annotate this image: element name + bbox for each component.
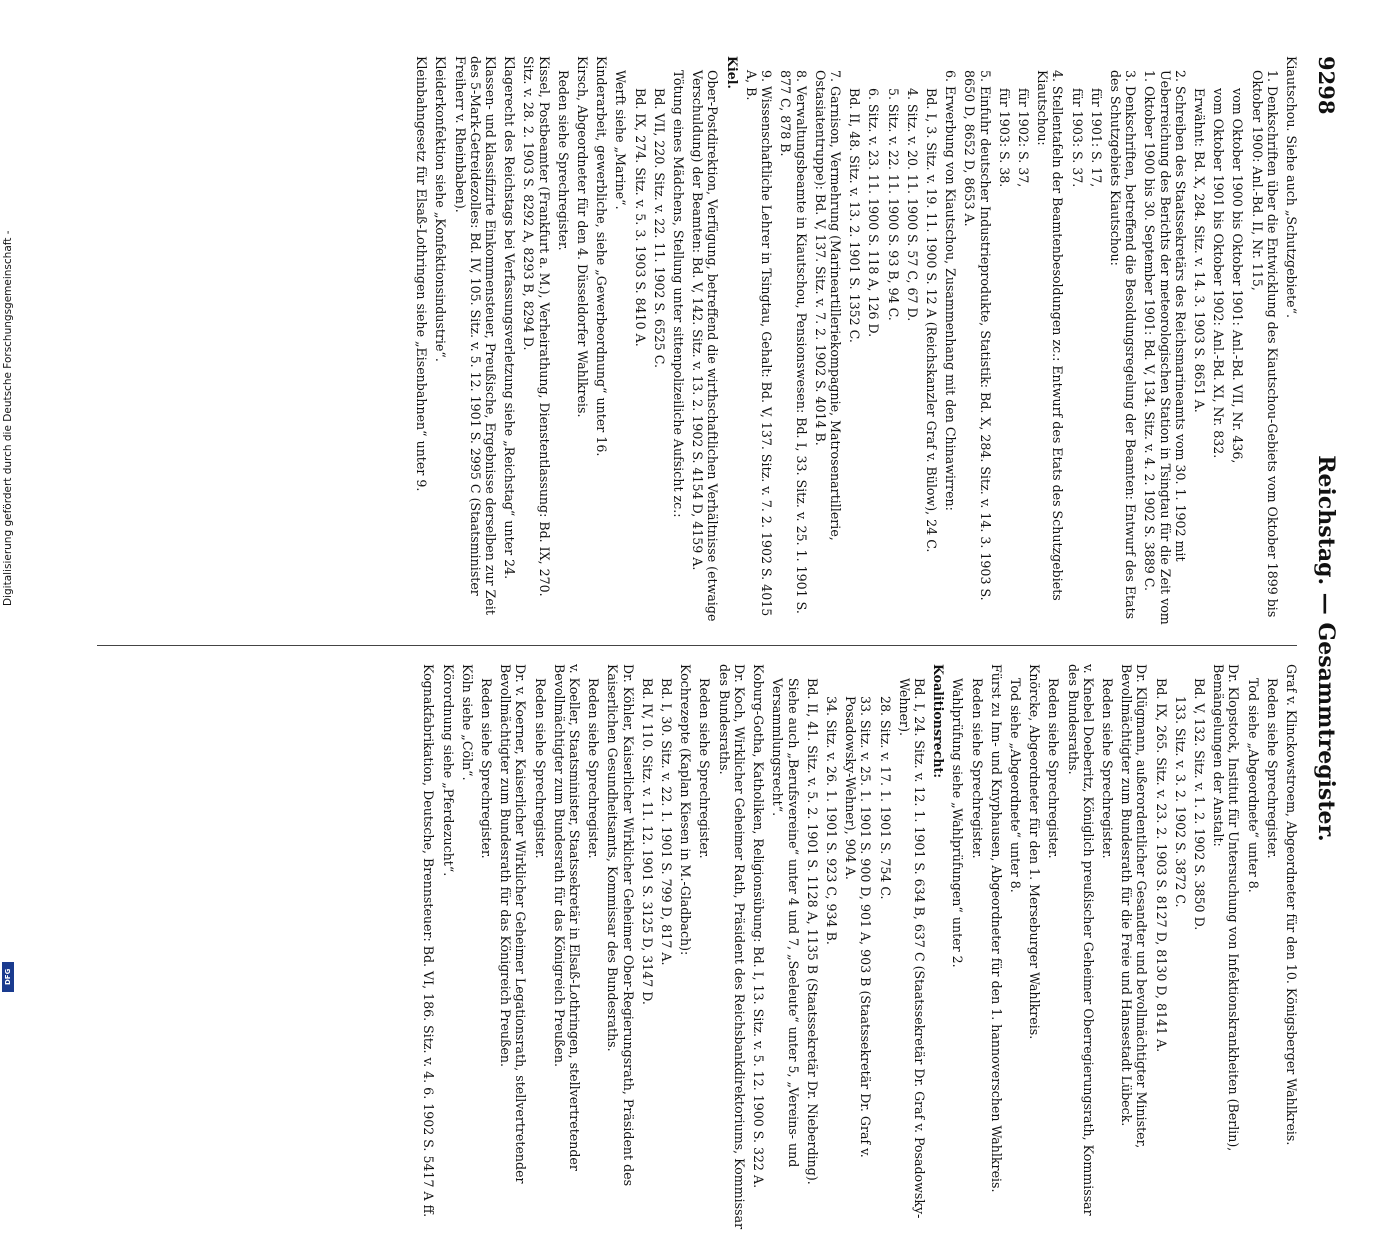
- index-entry: Klagerecht des Reichstags bei Verfassungsverletzung siehe „Reichstag“ unter 24.: [502, 56, 518, 580]
- index-entry: Reden siehe Sprechregister.: [697, 678, 713, 859]
- index-entry: vom Oktober 1900 bis Oktober 1901: Anl.-Bd. VII, Nr. 436,: [1230, 88, 1246, 464]
- index-entry: Kleinbahngesetz für Elsaß-Lothringen siehe „Eisenbahnen“ unter 9.: [414, 56, 430, 492]
- index-entry: für 1901: S. 17,: [1088, 88, 1104, 188]
- index-entry: Körordnung siehe „Pferdezucht“.: [440, 664, 456, 877]
- index-entry: Wahlprüfung siehe „Wahlprüfungen“ unter 2.: [950, 678, 966, 968]
- index-entry: 5. Sitz. v. 22. 11. 1900 S. 93 B, 94 C.: [885, 88, 901, 321]
- left-column: [410, 56, 1299, 626]
- index-entry: Koalitionsrecht:: [931, 664, 947, 778]
- index-entry: Dr. Klügmann, außerordentlicher Gesandter und bevollmächtigter Minister, Bevollmächtigter zum Bundesrath für die Freie und Hansestadt Lübeck.: [1119, 664, 1150, 1149]
- index-entry: Kochrezepte (Kaplan Kiesen in M.-Gladbach):: [678, 664, 694, 956]
- index-entry: 7. Garnison, Vermehrung (Marineartilleriekompagnie, Matrosenartillerie, Ostasiatentruppe): Bd. V, 137. Sitz. v. 7. 2. 1902 S. 4014 B.: [812, 70, 843, 541]
- index-entry: v. Koeller, Staatsminister, Staatssekretär in Elsaß-Lothringen, stellvertretender Bevollmächtigter zum Bundesrath für das Königreich Preußen.: [551, 664, 583, 1171]
- index-entry: Dr. Koch, Wirklicher Geheimer Rath, Präsident des Reichsbankdirektoriums, Kommissar des Bundesraths.: [716, 664, 747, 1230]
- index-entry: Bd. V, 132. Sitz. v. 1. 2. 1902 S. 3850 D.: [1191, 678, 1207, 931]
- index-entry: Bd. IX, 265. Sitz. v. 23. 2. 1903 S. 8127 D, 8130 D, 8141 A.: [1153, 678, 1169, 1053]
- index-entry: 3. Denkschriften, betreffend die Besoldungsregelung der Beamten: Entwurf des Etats des Schutzgebiets Kiautschou:: [1107, 70, 1139, 620]
- index-entry: Tod siehe „Abgeordnete“ unter 8.: [1245, 678, 1261, 893]
- index-entry: 4. Stellentafeln der Beamtenbesoldungen zc.: Entwurf des Etats des Schutzgebiets Kiautschou:: [1035, 70, 1066, 601]
- column-divider: [97, 645, 1297, 646]
- index-entry: Kinderarbeit, gewerbliche, siehe „Gewerbeordnung“ unter 16.: [594, 56, 610, 457]
- index-entry: Reden siehe Sprechregister.: [586, 678, 602, 859]
- index-entry: Kleiderkonfektion siehe „Konfektionsindustrie“.: [433, 56, 449, 362]
- index-entry: Kiautschou. Siehe auch „Schutzgebiete“.: [1284, 56, 1299, 319]
- index-entry: Dr. Klopstock, Institut für Untersuchung von Infektionskrankheiten (Berlin), Bemängelungen der Anstalt:: [1211, 664, 1242, 1152]
- index-entry: Reden siehe Sprechregister.: [969, 678, 985, 859]
- index-entry: Erwähnt: Bd. X, 284. Sitz. v. 14. 3. 1903 S. 8651 A.: [1191, 88, 1207, 413]
- index-entry: Bd. VII, 220. Sitz. v. 22. 11. 1902 S. 6525 C.: [651, 88, 667, 368]
- index-entry: Köln siehe „Cöln“.: [459, 664, 475, 781]
- rotated-page: [71, 56, 1341, 1241]
- index-entry: 28. Sitz. v. 17. 1. 1901 S. 754 C.: [877, 696, 893, 900]
- index-entry: Kissel, Postbeamter (Frankfurt a. M.), Verheirathung, Dienstentlassung: Bd. IX, 270. Sitz. v. 28. 2. 1903 S. 8292 A, 8293 B, 8294 D.: [521, 56, 552, 597]
- index-entry: 133. Sitz. v. 3. 2. 1902 S. 3872 C.: [1172, 696, 1188, 908]
- index-entry: Klassen- und klassifizirte Einkommensteuer, Preußische, Ergebnisse derselben zur Zeit des 5-Mark-Getreidezolles: Bd. IV, 105. Sitz. v. 5. 12. 1901 S. 2995 C (Staatsminister Freiherr v. Rheinbaben).: [452, 56, 499, 615]
- index-entry: für 1902: S. 37,: [1015, 88, 1031, 188]
- index-entry: 6. Erwerbung von Kiautschou, Zusammenhang mit den Chinawirren:: [943, 70, 959, 511]
- index-entry: Kognakfabrikation, Deutsche, Brennsteuer: Bd. VI, 186. Sitz. v. 4. 6. 1902 S. 5417 A ff.: [421, 664, 437, 1218]
- digitization-credit: Digitalisierung gefördert durch die Deutsche Forschungsgemeinschaft -: [2, 230, 14, 606]
- right-column: [417, 664, 1299, 1234]
- index-entry: Reden siehe Sprechregister.: [1046, 678, 1062, 859]
- index-entry: Tötung eines Mädchens, Stellung unter sittenpolizeiliche Aufsicht zc.:: [671, 70, 687, 518]
- index-entry: Dr. Köhler, Kaiserlicher Wirklicher Geheimer Ober-Regierungsrath, Präsident des Kaiserlichen Gesundheitsamts, Kommissar des Bundesraths.: [605, 664, 636, 1187]
- index-entry: Bd. I, 30. Sitz. v. 22. 1. 1901 S. 799 D, 817 A.: [659, 678, 675, 966]
- index-entry: Bd. I, 3. Sitz. v. 19. 11. 1900 S. 12 A (Reichskanzler Graf v. Bülow), 24 C.: [923, 88, 939, 553]
- index-entry: 5. Einfuhr deutscher Industrieprodukte, Statistik: Bd. X, 284. Sitz. v. 14. 3. 1903 S. 8650 D, 8652 D, 8653 A.: [962, 70, 993, 601]
- index-entry: 1. Denkschriften über die Entwicklung des Kiautschou-Gebiets vom Oktober 1899 bis Oktober 1900: Anl.-Bd. II, Nr. 115,: [1249, 70, 1280, 618]
- index-entry: Bd. IX, 274. Sitz. v. 5. 3. 1903 S. 8410 A.: [632, 88, 648, 347]
- index-entry: Bd. II, 41. Sitz. v. 5. 2. 1901 S. 1128 A, 1135 B (Staatssekretär Dr. Nieberding).: [804, 678, 820, 1185]
- index-entry: vom Oktober 1901 bis Oktober 1902: Anl.-Bd. XI, Nr. 832.: [1211, 88, 1227, 459]
- index-entry: Bd. IV, 110. Sitz. v. 11. 12. 1901 S. 3125 D, 3147 D.: [639, 678, 655, 1005]
- index-entry: Reden siehe Sprechregister.: [1264, 678, 1280, 859]
- dfg-logo: DFG: [2, 962, 14, 992]
- index-entry: Reden siehe Sprechregister.: [532, 678, 548, 859]
- index-entry: Bd. I, 24. Sitz. v. 12. 1. 1901 S. 634 B, 637 C (Staatssekretär Dr. Graf v. Posadowsky-Wehner).: [896, 678, 927, 1219]
- index-entry: v. Knebel Doeberitz, Königlich preußischer Geheimer Oberregierungsrath, Kommissar des Bundesraths.: [1065, 664, 1096, 1216]
- index-entry: Tod siehe „Abgeordnete“ unter 8.: [1007, 678, 1023, 893]
- index-entry: Siehe auch „Berufsvereine“ unter 4 und 7, „Seeleute“ unter 5, „Vereins- und Versammlungsrecht“.: [770, 678, 801, 1168]
- index-entry: Kiel.: [724, 56, 740, 89]
- index-entry: 9. Wissenschaftliche Lehrer in Tsingtau, Gehalt: Bd. V, 137. Sitz. v. 7. 2. 1902 S. 4015 A, B.: [743, 70, 775, 617]
- index-entry: für 1903: S. 37.: [1069, 88, 1085, 188]
- index-entry: Kirsch, Abgeordneter für den 4. Düsseldorfer Wahlkreis.: [575, 56, 591, 418]
- index-entry: Knörcke, Abgeordneter für den 1. Merseburger Wahlkreis.: [1027, 664, 1043, 1040]
- index-entry: Koburg-Gotha, Katholiken, Religionsübung: Bd. I, 13. Sitz. v. 5. 12. 1900 S. 322 A.: [751, 664, 767, 1189]
- index-entry: Reden siehe Sprechregister.: [1099, 678, 1115, 859]
- index-entry: 4. Sitz. v. 20. 11. 1900 S. 57 C, 67 D.: [904, 88, 920, 322]
- index-entry: Graf v. Klinckowstroem, Abgeordneter für den 10. Königsberger Wahlkreis.: [1284, 664, 1299, 1146]
- page-number: 9298: [1314, 56, 1339, 115]
- index-entry: 34. Sitz. v. 26. 1. 1901 S. 923 C, 934 B.: [823, 696, 839, 945]
- index-entry: für 1903: S. 38.: [996, 88, 1012, 188]
- index-entry: Bd. II, 48. Sitz. v. 13. 2. 1901 S. 1352 C.: [847, 88, 863, 343]
- index-entry: Reden siehe Sprechregister.: [555, 70, 571, 251]
- page-title: Reichstag. — Gesammtregister.: [1313, 455, 1339, 842]
- index-entry: 6. Sitz. v. 23. 11. 1900 S. 118 A, 126 D.: [866, 88, 882, 338]
- index-entry: Fürst zu Inn- und Knyphausen, Abgeordneter für den 1. hannoverschen Wahlkreis.: [988, 664, 1004, 1193]
- index-entry: Werft siehe „Marine“.: [613, 70, 629, 210]
- index-entry: 33. Sitz. v. 25. 1. 1901 S. 900 D, 901 A, 903 B (Staatssekretär Dr. Graf v. Posadowsky-Wehner), 904 A.: [843, 696, 874, 1158]
- index-entry: Ober-Postdirektion, Verfügung, betreffend die wirthschaftlichen Verhältnisse (etwaige Verschuldung) der Beamten: Bd. V, 142. Sitz. v. 13. 2. 1902 S. 4154 D, 4159 A.: [690, 70, 721, 622]
- index-entry: 2. Schreiben des Staatssekretärs des Reichsmarineamts vom 30. 1. 1902 mit Ueberreichung des Berichts der meteorologischen Station in Tsingtau für die Zeit vom 1. Oktober 1900 bis 30. September 1901: Bd. V, 134. Sitz. v. 4. 2. 1902 S. 3889 C.: [1142, 70, 1188, 625]
- index-entry: 8. Verwaltungsbeamte in Kiautschou, Pensionswesen: Bd. I, 33. Sitz. v. 25. 1. 1901 S. 877 C, 878 B.: [778, 70, 809, 614]
- index-entry: Dr. v. Koerner, Kaiserlicher Wirklicher Geheimer Legationsrath, stellvertretender Bevollmächtigter zum Bundesrath für das Königreich Preußen.: [498, 664, 529, 1184]
- page-header: [1313, 56, 1341, 1241]
- index-entry: Reden siehe Sprechregister.: [479, 678, 495, 859]
